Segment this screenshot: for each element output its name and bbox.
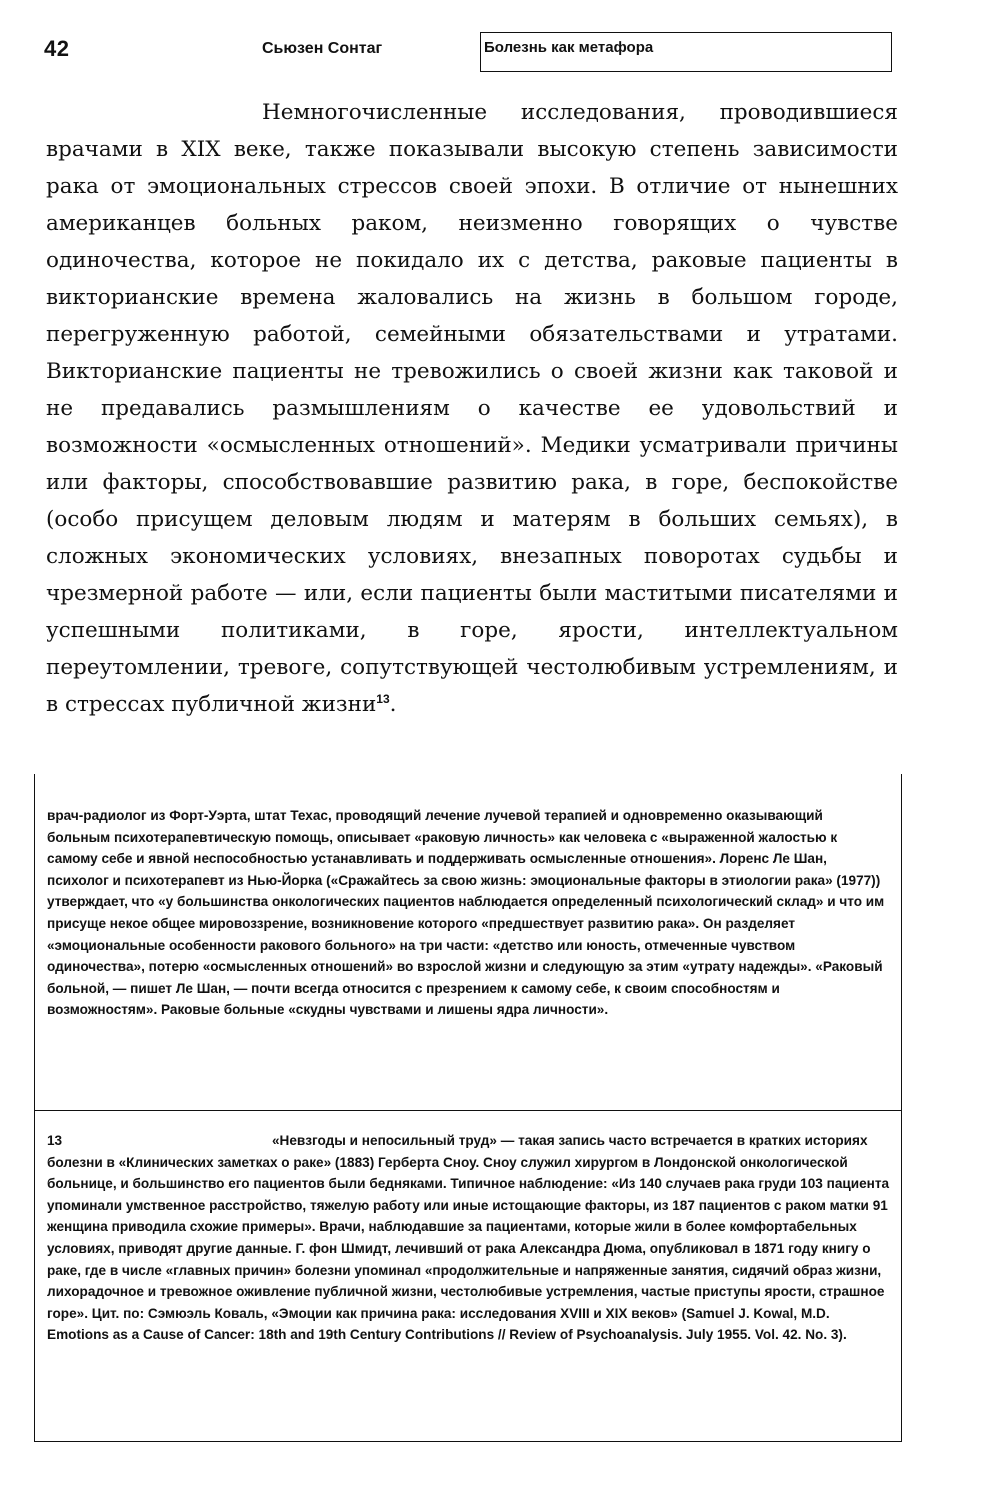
paragraph-text: Немногочисленные исследования, проводившиеся врачами в XIX веке, также показывали высокую степень зависимости рака от эмоциональных стрессов своей эпохи. В отличие от нынешних американцев больных раком, неизменно говорящих о чувстве одиночества, которое не покидало их с детства, раковые пациенты в викторианские времена жаловались на жизнь в большом городе, перегруженную работой, семейными обязательствами и утратами. Викторианские пациенты не тревожились о своей жизни как таковой и не предавались размышлениям о качестве ее удовольствий и возможности «осмысленных отношений». Медики усматривали причины или факторы, способствовавшие развитию рака, в горе, беспокойстве (особо присущем деловым людям и матерям в больших семьях), в сложных экономических условиях, внезапных поворотах судьбы и чрезмерной работе — или, если пациенты были маститыми писателями и успешными политиками, в горе, ярости, интеллектуальном переутомлении, тревоге, сопутствующей честолюбивым устремлениям, и в стрессах публичной жизни [46, 100, 898, 717]
page-number: 42 [44, 36, 70, 61]
footnote-continued: врач-радиолог из Форт-Уэрта, штат Техас, проводящий лечение лучевой терапией и одновременно оказывающий больным психотерапевтическую помощь, описывает «раковую личность» как человека с «выраженной жалостью к самому себе и явной неспособностью устанавливать и поддерживать осмысленные отношения». Лоренс Ле Шан, психолог и психотерапевт из Нью-Йорка («Сражайтесь за свою жизнь: эмоциональные факторы в этиологии рака» (1977)) утверждает, что «у большинства онкологических пациентов наблюдается определенный психологический склад» и что им присуще некое общее мировоззрение, возникновение которого «предшествует развитию рака». Он разделяет «эмоциональные особенности ракового больного» на три части: «детство или юность, отмеченные чувством одиночества», потерю «осмысленных отношений» во взрослой жизни и следующую за этим «утрату надежды». «Раковый больной, — пишет Ле Шан, — почти всегда относится с презрением к самому себе, к своим способностям и возможностям». Раковые больные «скудны чувствами и лишены ядра личности». [47, 808, 885, 1018]
running-head-author: Сьюзен Сонтаг [262, 40, 383, 57]
running-head-book-title: Болезнь как метафора [480, 32, 892, 72]
page-header [0, 0, 1000, 90]
footnote-reference-13[interactable]: 13 [376, 691, 390, 706]
footnote-13 [47, 1130, 891, 1346]
body-paragraph [46, 94, 898, 723]
footnotes-box [34, 774, 902, 1442]
main-text [46, 94, 898, 723]
footnote-divider [35, 1110, 901, 1111]
paragraph-end: . [389, 692, 397, 717]
footnote-number: 13 [47, 1133, 63, 1148]
footnote-13-text: «Невзгоды и непосильный труд» — такая запись часто встречается в кратких историях болезни в «Клинических заметках о раке» (1883) Герберта Сноу. Сноу служил хирургом в Лондонской онкологической больнице, и большинство его пациентов были бедняками. Типичное наблюдение: «Из 140 случаев рака груди 103 пациента упоминали умственное расстройство, тяжелую работу или иные истощающие факторы, из 187 пациентов с раком матки 91 женщина приводила схожие примеры». Врачи, наблюдавшие за пациентами, которые жили в более комфортабельных условиях, приводят другие данные. Г. фон Шмидт, лечивший от рака Александра Дюма, опубликовал в 1871 году книгу о раке, где в числе «главных причин» болезни упоминал «продолжительные и напряженные занятия, сидячий образ жизни, лихорадочное и тревожное оживление публичной жизни, честолюбивые устремления, частые приступы ярости, страшное горе». Цит. по: Сэмюэль Коваль, «Эмоции как причина рака: исследования XVIII и XIX веков» (Samuel J. Kowal, M.D. Emotions as a Cause of Cancer: 18th and 19th Century Contributions // Review of Psychoanalysis. July 1955. Vol. 42. No. 3). [47, 1133, 890, 1343]
